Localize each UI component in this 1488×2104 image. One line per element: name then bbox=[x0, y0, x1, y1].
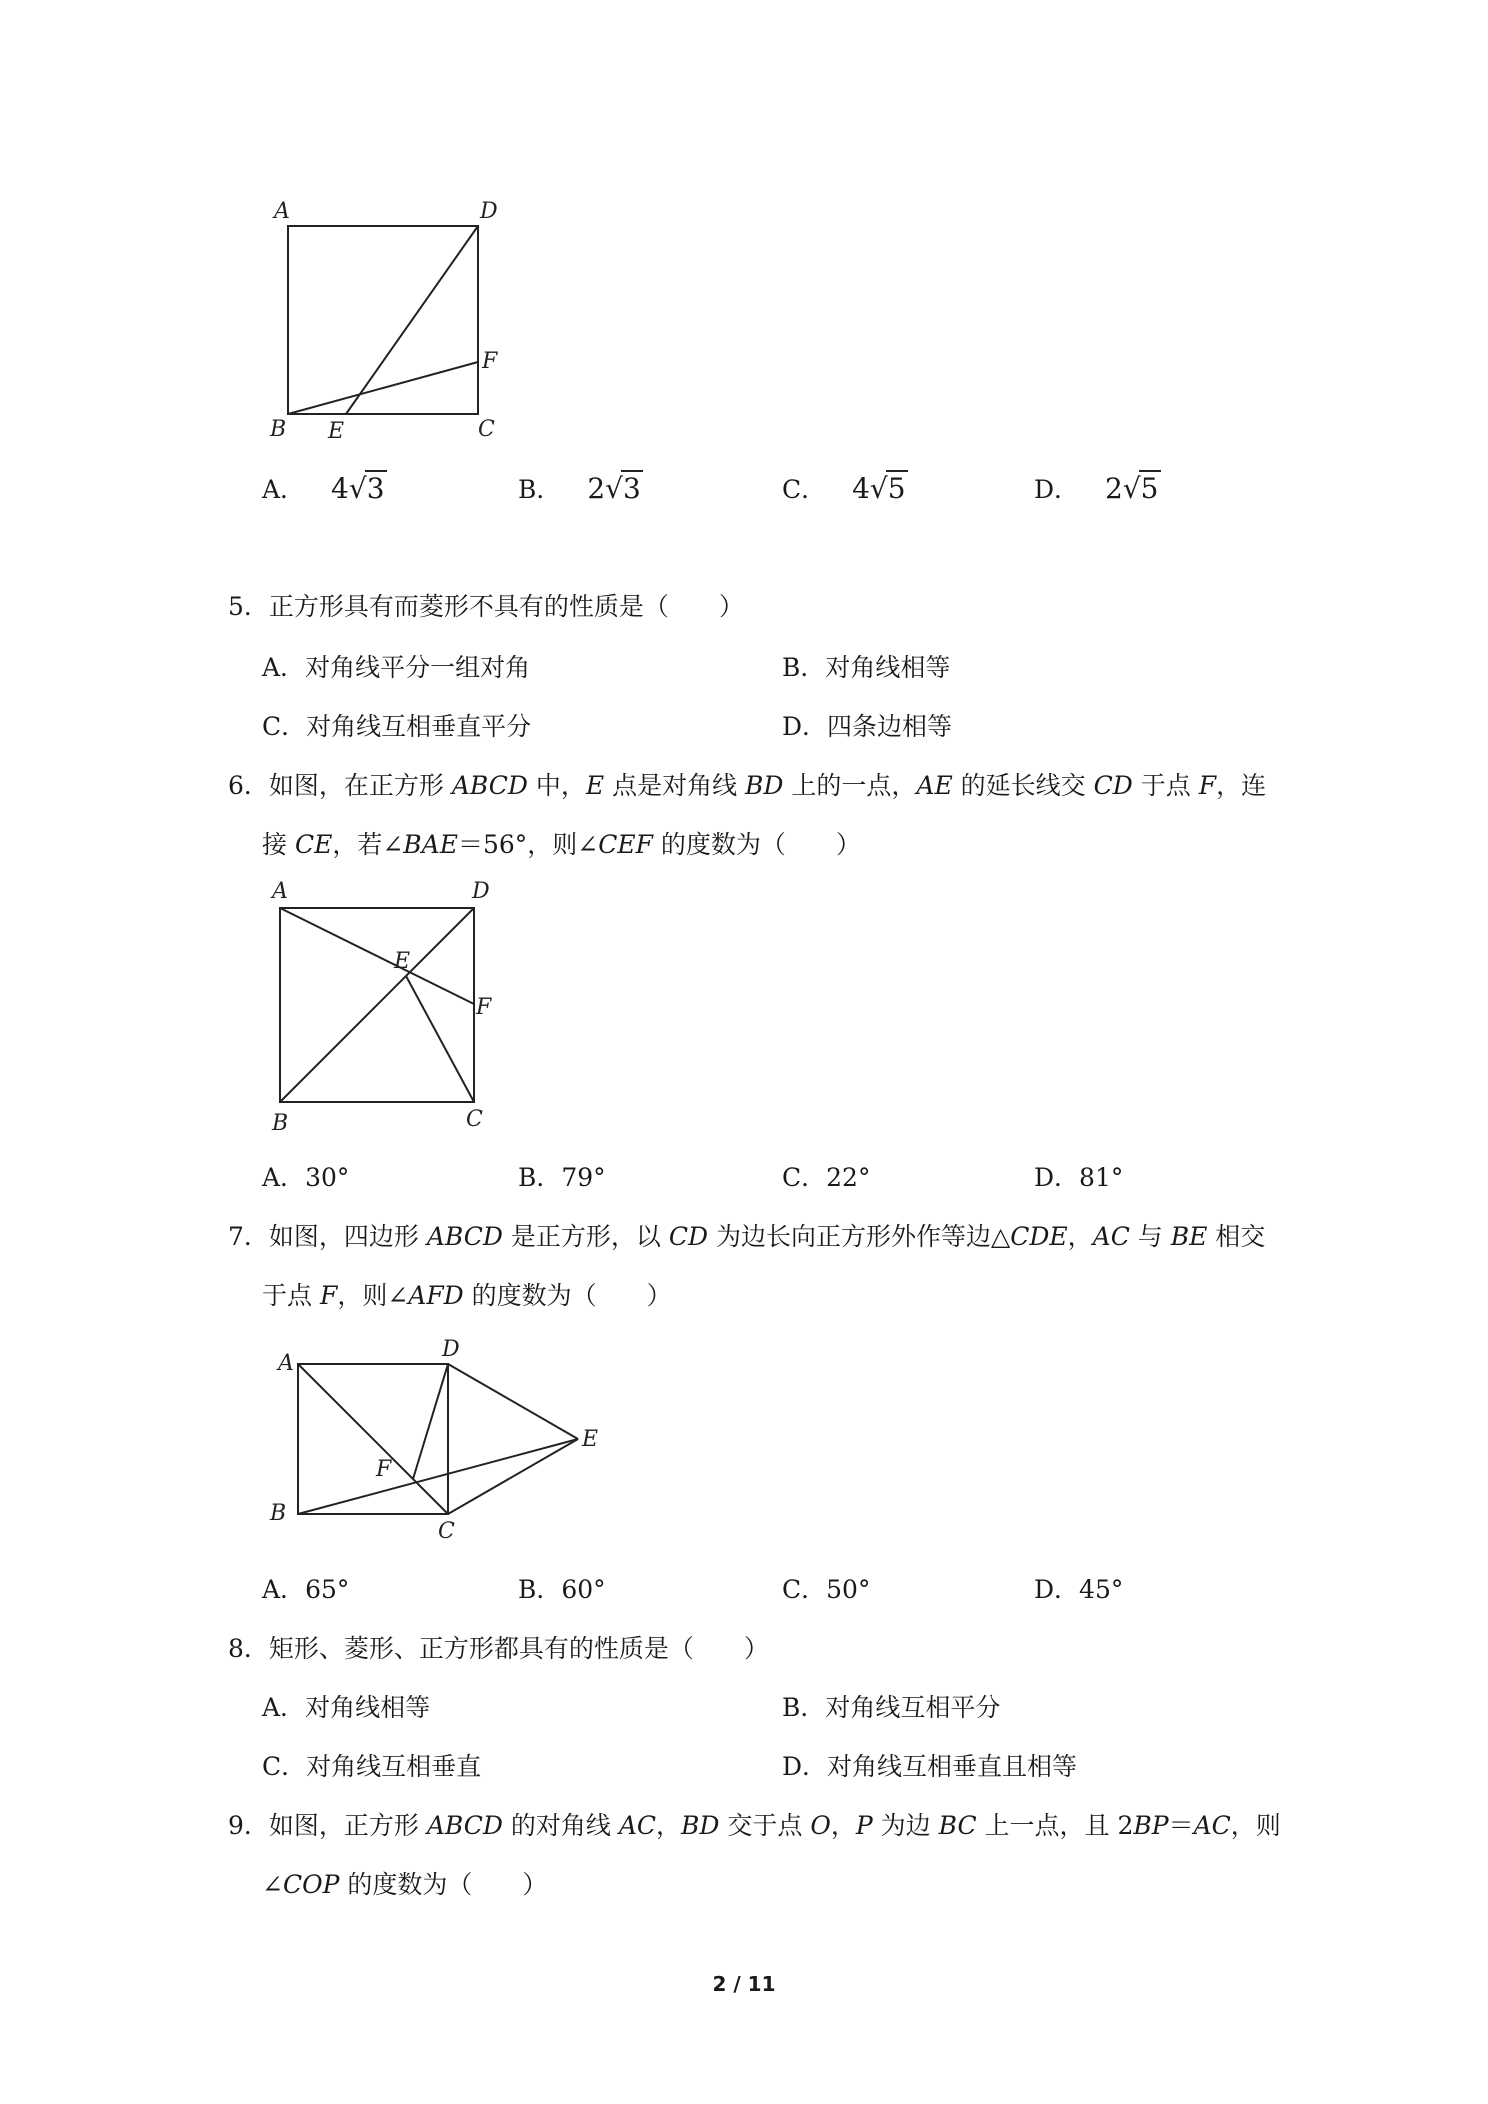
q8-option-d[interactable] bbox=[782, 1747, 1077, 1783]
q9-text: 的度数为（ ） bbox=[339, 1870, 548, 1899]
q7-label-e: E bbox=[582, 1427, 599, 1452]
q9-text: ， bbox=[830, 1811, 856, 1840]
q6-var: AE bbox=[916, 771, 953, 800]
q6-stem-line2 bbox=[262, 825, 861, 861]
q4-option-a-radicand: 3 bbox=[366, 472, 385, 505]
q6-option-b[interactable] bbox=[518, 1158, 606, 1194]
q6-option-a-letter: A． bbox=[262, 1163, 306, 1192]
q6-text: 于点 bbox=[1132, 771, 1199, 800]
q9-var: P bbox=[855, 1811, 873, 1840]
q5-option-b-text: 对角线相等 bbox=[825, 653, 951, 682]
q4-option-a[interactable]: A． 4√3 bbox=[262, 472, 385, 505]
q6-var: ABCD bbox=[451, 771, 528, 800]
q8-option-b[interactable] bbox=[782, 1688, 1000, 1724]
q6-option-c-text: 22° bbox=[826, 1163, 871, 1192]
q7-label-b: B bbox=[270, 1501, 287, 1526]
q6-var: CEF bbox=[598, 830, 653, 859]
q6-var: E bbox=[585, 771, 605, 800]
q7-diagram bbox=[262, 1336, 622, 1546]
q7-text: ，则∠ bbox=[337, 1281, 409, 1310]
q6-option-c-letter: C． bbox=[782, 1163, 827, 1192]
q8-option-b-text: 对角线互相平分 bbox=[825, 1693, 1001, 1722]
q7-number: 7． bbox=[228, 1222, 269, 1251]
q7-text: 为边长向正方形外作等边△ bbox=[708, 1222, 1011, 1251]
q4-label-c: C bbox=[478, 417, 495, 442]
q7-var: CDE bbox=[1010, 1222, 1068, 1251]
q6-option-d-letter: D． bbox=[1034, 1163, 1080, 1192]
q7-figure bbox=[262, 1336, 622, 1546]
q9-number: 9． bbox=[228, 1811, 269, 1840]
q9-var: O bbox=[810, 1811, 831, 1840]
q6-number: 6． bbox=[228, 771, 269, 800]
q6-label-d: D bbox=[472, 879, 490, 904]
q4-diagram bbox=[260, 190, 520, 444]
q6-line-bd bbox=[280, 908, 474, 1102]
q5-number: 5． bbox=[228, 592, 269, 621]
q5-text: 正方形具有而菱形不具有的性质是（ ） bbox=[268, 592, 744, 621]
q4-option-d-radicand: 5 bbox=[1140, 472, 1159, 505]
q4-label-e: E bbox=[328, 419, 345, 444]
q9-var: ABCD bbox=[426, 1811, 503, 1840]
q7-option-d-text: 45° bbox=[1079, 1575, 1124, 1604]
q6-diagram bbox=[262, 876, 502, 1136]
q7-text: 是正方形，以 bbox=[502, 1222, 669, 1251]
q9-stem-line2 bbox=[262, 1865, 547, 1901]
q7-option-c[interactable] bbox=[782, 1570, 870, 1606]
q7-option-b-letter: B． bbox=[518, 1575, 562, 1604]
q8-option-c-letter: C． bbox=[262, 1752, 307, 1781]
q6-text: 中， bbox=[527, 771, 586, 800]
q5-stem bbox=[228, 587, 744, 623]
q8-number: 8． bbox=[228, 1634, 269, 1663]
q4-option-d[interactable]: D． 2√5 bbox=[1034, 472, 1159, 505]
q6-option-b-text: 79° bbox=[561, 1163, 606, 1192]
q5-option-b[interactable] bbox=[782, 648, 950, 684]
q6-label-a: A bbox=[272, 879, 288, 904]
q5-option-d-letter: D． bbox=[782, 712, 828, 741]
q7-option-a[interactable] bbox=[262, 1570, 349, 1606]
q8-option-c-text: 对角线互相垂直 bbox=[306, 1752, 482, 1781]
q6-option-b-letter: B． bbox=[518, 1163, 562, 1192]
q7-option-d[interactable] bbox=[1034, 1570, 1123, 1606]
q7-var: CD bbox=[668, 1222, 709, 1251]
q8-option-a-letter: A． bbox=[262, 1693, 306, 1722]
q6-text: ＝56°，则∠ bbox=[457, 830, 599, 859]
q4-option-c-letter: C． bbox=[782, 475, 827, 504]
q7-label-d: D bbox=[442, 1337, 460, 1362]
q4-figure bbox=[260, 190, 520, 444]
q6-option-a[interactable] bbox=[262, 1158, 349, 1194]
q4-option-c-coef: 4 bbox=[852, 472, 870, 505]
q7-text: 的度数为（ ） bbox=[463, 1281, 672, 1310]
q4-option-d-letter: D． bbox=[1034, 475, 1080, 504]
q7-option-b[interactable] bbox=[518, 1570, 606, 1606]
q6-var: CD bbox=[1093, 771, 1133, 800]
q7-label-a: A bbox=[278, 1351, 294, 1376]
q8-option-a-text: 对角线相等 bbox=[305, 1693, 431, 1722]
q6-text: 的度数为（ ） bbox=[652, 830, 861, 859]
q5-option-a-text: 对角线平分一组对角 bbox=[305, 653, 531, 682]
q7-var: F bbox=[319, 1281, 338, 1310]
q4-option-c[interactable]: C． 4√5 bbox=[782, 472, 906, 505]
q7-line-df bbox=[413, 1364, 448, 1479]
q5-option-c[interactable] bbox=[262, 707, 531, 743]
q9-var: BC bbox=[938, 1811, 977, 1840]
q8-option-a[interactable] bbox=[262, 1688, 430, 1724]
q9-stem-line1 bbox=[228, 1806, 1281, 1842]
q9-var: COP bbox=[282, 1870, 340, 1899]
q7-option-b-text: 60° bbox=[561, 1575, 606, 1604]
q9-var: AC bbox=[618, 1811, 657, 1840]
q7-stem-line1 bbox=[228, 1217, 1265, 1253]
q6-label-e: E bbox=[394, 949, 411, 974]
q7-option-c-letter: C． bbox=[782, 1575, 827, 1604]
q7-var: AFD bbox=[408, 1281, 464, 1310]
q9-text: ∠ bbox=[262, 1870, 283, 1899]
q4-option-b-letter: B． bbox=[518, 475, 562, 504]
q6-text: 如图，在正方形 bbox=[268, 771, 452, 800]
q9-text: 上一点，且 2 bbox=[976, 1811, 1134, 1840]
q6-text: 上的一点， bbox=[783, 771, 917, 800]
q9-text: 交于点 bbox=[719, 1811, 811, 1840]
q9-text: 为边 bbox=[872, 1811, 939, 1840]
q4-option-b-radicand: 3 bbox=[623, 472, 641, 505]
q4-option-b[interactable]: B． 2√3 bbox=[518, 472, 641, 505]
q5-option-a[interactable] bbox=[262, 648, 530, 684]
q7-var: AC bbox=[1092, 1222, 1130, 1251]
page-number: 2 / 11 bbox=[712, 1972, 776, 1996]
q7-text: 与 bbox=[1129, 1222, 1171, 1251]
q7-text: 相交 bbox=[1207, 1222, 1266, 1251]
q7-stem-line2 bbox=[262, 1276, 672, 1312]
q6-line-ec bbox=[406, 976, 474, 1102]
q8-text: 矩形、菱形、正方形都具有的性质是（ ） bbox=[268, 1634, 769, 1663]
q9-text: ＝ bbox=[1168, 1811, 1194, 1840]
q4-square bbox=[288, 226, 478, 414]
q7-label-f: F bbox=[376, 1457, 392, 1482]
q5-option-c-letter: C． bbox=[262, 712, 307, 741]
q9-text: ， bbox=[656, 1811, 682, 1840]
q6-text: 的延长线交 bbox=[952, 771, 1094, 800]
q6-option-a-text: 30° bbox=[305, 1163, 350, 1192]
q5-option-a-letter: A． bbox=[262, 653, 306, 682]
q6-var: CE bbox=[294, 830, 333, 859]
q7-option-d-letter: D． bbox=[1034, 1575, 1080, 1604]
q5-option-d-text: 四条边相等 bbox=[827, 712, 953, 741]
q7-text: 于点 bbox=[262, 1281, 320, 1310]
q8-option-b-letter: B． bbox=[782, 1693, 826, 1722]
q5-option-b-letter: B． bbox=[782, 653, 826, 682]
q7-label-c: C bbox=[438, 1519, 455, 1544]
q6-option-c[interactable] bbox=[782, 1158, 870, 1194]
q4-option-b-coef: 2 bbox=[587, 472, 606, 505]
q6-stem-line1 bbox=[228, 766, 1266, 802]
q8-stem bbox=[228, 1629, 769, 1665]
q4-label-b: B bbox=[270, 417, 287, 442]
q4-option-d-coef: 2 bbox=[1105, 472, 1123, 505]
q7-text: ， bbox=[1067, 1222, 1093, 1251]
q7-option-c-text: 50° bbox=[826, 1575, 871, 1604]
q4-label-a: A bbox=[274, 199, 290, 224]
q9-var: AC bbox=[1193, 1811, 1231, 1840]
q7-var: ABCD bbox=[426, 1222, 503, 1251]
q6-option-d-text: 81° bbox=[1079, 1163, 1124, 1192]
q6-label-b: B bbox=[272, 1111, 289, 1136]
q4-line-bf bbox=[288, 362, 478, 414]
q4-label-f: F bbox=[482, 349, 498, 374]
q5-option-c-text: 对角线互相垂直平分 bbox=[306, 712, 532, 741]
q6-var: BD bbox=[745, 771, 784, 800]
q8-option-d-letter: D． bbox=[782, 1752, 828, 1781]
q4-label-d: D bbox=[480, 199, 498, 224]
q6-label-c: C bbox=[466, 1107, 483, 1132]
q7-option-a-letter: A． bbox=[262, 1575, 306, 1604]
q6-text: 点是对角线 bbox=[604, 771, 746, 800]
q6-figure bbox=[262, 876, 502, 1136]
q9-text: ，则 bbox=[1230, 1811, 1281, 1840]
q6-label-f: F bbox=[476, 995, 492, 1020]
q9-text: 如图，正方形 bbox=[268, 1811, 427, 1840]
q6-line-af bbox=[280, 908, 474, 1004]
q7-option-a-text: 65° bbox=[305, 1575, 350, 1604]
q7-line-ce bbox=[448, 1439, 578, 1514]
q7-var: BE bbox=[1170, 1222, 1208, 1251]
q4-option-c-radicand: 5 bbox=[887, 472, 906, 505]
q8-option-d-text: 对角线互相垂直且相等 bbox=[827, 1752, 1078, 1781]
q9-var: BD bbox=[681, 1811, 720, 1840]
q7-line-de bbox=[448, 1364, 578, 1439]
q9-var: BP bbox=[1133, 1811, 1169, 1840]
q4-line-de bbox=[346, 226, 478, 414]
q6-text: ，连 bbox=[1216, 771, 1267, 800]
q6-var: F bbox=[1198, 771, 1217, 800]
q6-text: 接 bbox=[262, 830, 295, 859]
q9-text: 的对角线 bbox=[502, 1811, 619, 1840]
q4-option-a-coef: 4 bbox=[331, 472, 349, 505]
q8-option-c[interactable] bbox=[262, 1747, 481, 1783]
q7-text: 如图，四边形 bbox=[268, 1222, 427, 1251]
q6-text: ，若∠ bbox=[332, 830, 404, 859]
q4-option-a-letter: A． bbox=[262, 475, 306, 504]
q6-var: BAE bbox=[403, 830, 458, 859]
q5-option-d[interactable] bbox=[782, 707, 952, 743]
q6-option-d[interactable] bbox=[1034, 1158, 1123, 1194]
